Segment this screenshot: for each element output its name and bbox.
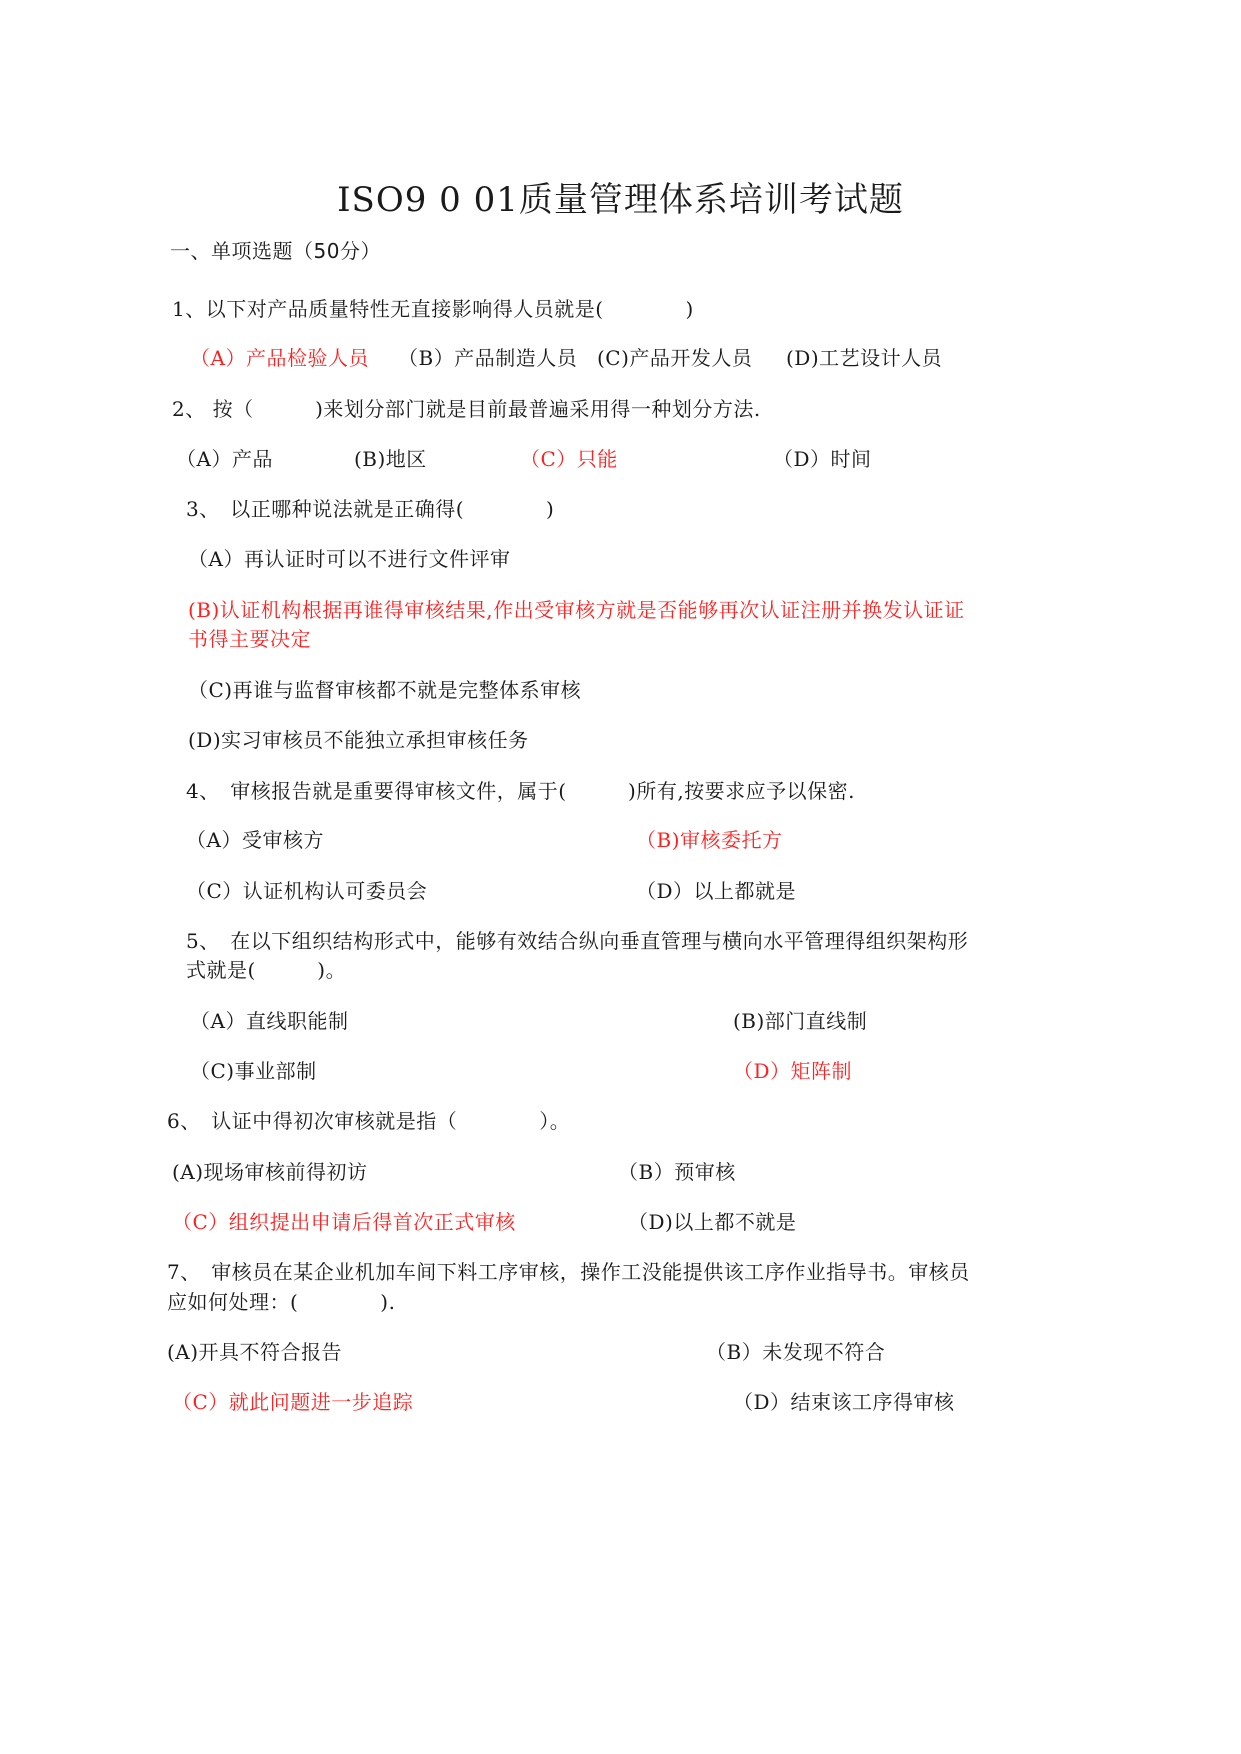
- option-b: （B）未发现不符合: [706, 1340, 886, 1364]
- option-d: （D)以上都不就是: [628, 1210, 797, 1234]
- option-c: （C)再谁与监督审核都不就是完整体系审核: [188, 678, 582, 702]
- section-heading: 一、单项选题（50分）: [170, 239, 381, 263]
- option-d: （D）时间: [773, 447, 872, 471]
- option-a-correct: （A）产品检验人员: [190, 346, 369, 370]
- document-title: ISO9 0 01质量管理体系培训考试题: [337, 180, 904, 220]
- option-d: (D)实习审核员不能独立承担审核任务: [188, 728, 529, 752]
- option-c-correct: （C）只能: [520, 447, 618, 471]
- option-c-correct: （C）组织提出申请后得首次正式审核: [172, 1210, 516, 1234]
- question-stem-line1: 7、 审核员在某企业机加车间下料工序审核，操作工没能提供该工序作业指导书。审核员: [167, 1260, 970, 1284]
- question-stem: 2、 按（ )来划分部门就是目前最普遍采用得一种划分方法.: [172, 397, 761, 421]
- question-stem: 1、以下对产品质量特性无直接影响得人员就是( ): [172, 297, 694, 321]
- option-a: (A)现场审核前得初访: [172, 1160, 368, 1184]
- question-stem: 3、 以正哪种说法就是正确得( ): [186, 497, 555, 521]
- option-b: （B）预审核: [618, 1160, 736, 1184]
- option-a: （A）产品: [176, 447, 273, 471]
- option-c: （C)事业部制: [190, 1059, 317, 1083]
- option-b: (B)地区: [354, 447, 427, 471]
- option-d-correct: （D）矩阵制: [733, 1059, 853, 1083]
- option-c: （C）认证机构认可委员会: [186, 879, 428, 903]
- question-stem-line1: 5、 在以下组织结构形式中，能够有效结合纵向垂直管理与横向水平管理得组织架构形: [186, 929, 969, 953]
- option-b-correct-line2: 书得主要决定: [188, 627, 311, 651]
- option-a: (A)开具不符合报告: [167, 1340, 343, 1364]
- option-a: （A）直线职能制: [190, 1009, 349, 1033]
- question-stem-line2: 式就是( )。: [186, 958, 347, 982]
- option-b-correct: （B)审核委托方: [636, 828, 783, 852]
- option-d: （D）结束该工序得审核: [733, 1390, 955, 1414]
- question-stem-line2: 应如何处理：( ).: [167, 1290, 396, 1314]
- option-c-correct: （C）就此问题进一步追踪: [172, 1390, 414, 1414]
- option-b: (B)部门直线制: [733, 1009, 868, 1033]
- option-a: （A）再认证时可以不进行文件评审: [188, 547, 511, 571]
- question-stem: 4、 审核报告就是重要得审核文件，属于( )所有,按要求应予以保密.: [186, 779, 856, 803]
- option-d: (D)工艺设计人员: [786, 346, 943, 370]
- question-stem: 6、 认证中得初次审核就是指（ ）。: [167, 1109, 571, 1133]
- option-a: （A）受审核方: [186, 828, 324, 852]
- option-b: （B）产品制造人员: [398, 346, 578, 370]
- option-d: （D）以上都就是: [636, 879, 797, 903]
- option-c: (C)产品开发人员: [597, 346, 753, 370]
- option-b-correct-line1: (B)认证机构根据再谁得审核结果,作出受审核方就是否能够再次认证注册并换发认证证: [188, 598, 965, 622]
